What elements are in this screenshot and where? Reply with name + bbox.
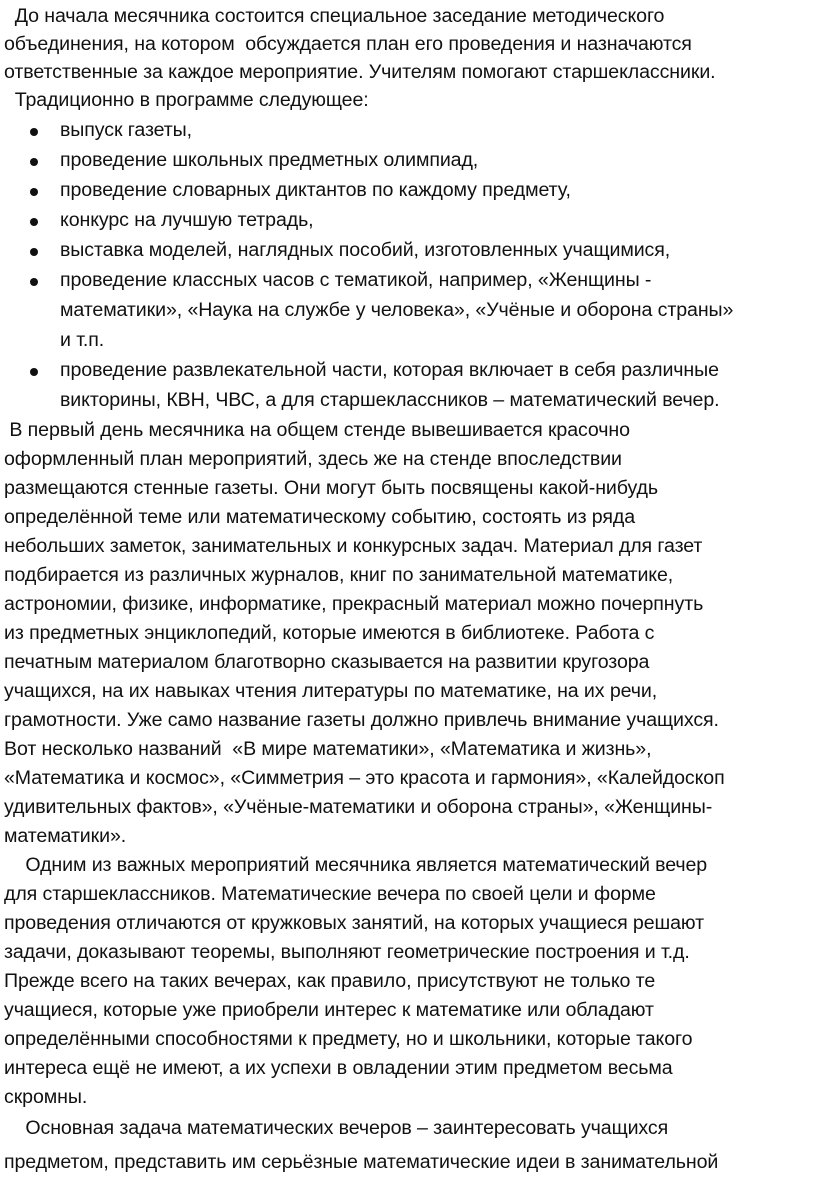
bullet-icon (30, 218, 38, 226)
paragraph-2-line: Вот несколько названий «В мире математики», «Математика и жизнь», (4, 738, 652, 760)
paragraph-3-line: интереса ещё не имеют, а их успехи в овладении этим предметом весьма (4, 1057, 673, 1079)
list-item: выставка моделей, наглядных пособий, изготовленных учащимися, (60, 239, 671, 261)
paragraph-1-line-2: объединения, на котором обсуждается план его проведения и назначаются (4, 33, 692, 55)
paragraph-4-line: предметом, представить им серьёзные математические идеи в занимательной (4, 1151, 719, 1173)
paragraph-3-line: Одним из важных мероприятий месячника является математический вечер (4, 854, 708, 876)
bullet-icon (30, 188, 38, 196)
bullet-icon (30, 248, 38, 256)
paragraph-2-line: размещаются стенные газеты. Они могут быть посвящены какой-нибудь (4, 477, 658, 499)
list-item: конкурс на лучшую тетрадь, (60, 209, 314, 231)
list-item: проведение словарных диктантов по каждому предмету, (60, 179, 571, 201)
list-intro: Традиционно в программе следующее: (4, 89, 369, 111)
paragraph-2-line: учащихся, на их навыках чтения литературы по математике, на их речи, (4, 680, 658, 702)
bullet-icon (30, 128, 38, 136)
paragraph-1-line-3: ответственные за каждое мероприятие. Учителям помогают старшеклассники. (4, 61, 716, 83)
list-item: проведение школьных предметных олимпиад, (60, 149, 479, 171)
paragraph-3-line: учащиеся, которые уже приобрели интерес к математике или обладают (4, 999, 654, 1021)
paragraph-2-line: из предметных энциклопедий, которые имеются в библиотеке. Работа с (4, 622, 655, 644)
paragraph-3-line: для старшеклассников. Математические вечера по своей цели и форме (4, 883, 656, 905)
list-item: проведение классных часов с тематикой, например, «Женщины - (60, 269, 652, 291)
paragraph-2-line: печатным материалом благотворно сказывается на развитии кругозора (4, 651, 650, 673)
paragraph-3-line: проведения отличаются от кружковых занятий, на которых учащиеся решают (4, 912, 704, 934)
paragraph-2-line: небольших заметок, занимательных и конкурсных задач. Материал для газет (4, 535, 703, 557)
bullet-icon (30, 158, 38, 166)
paragraph-2-line: В первый день месячника на общем стенде вывешивается красочно (4, 419, 630, 441)
paragraph-3-line: задачи, доказывают теоремы, выполняют геометрические построения и т.д. (4, 941, 690, 963)
list-item-continuation: и т.п. (60, 329, 105, 351)
paragraph-2-line: астрономии, физике, информатике, прекрасный материал можно почерпнуть (4, 593, 704, 615)
paragraph-2-line: подбирается из различных журналов, книг по занимательной математике, (4, 564, 674, 586)
list-item: выпуск газеты, (60, 119, 192, 141)
paragraph-3-line: скромны. (4, 1086, 88, 1108)
paragraph-2-line: «Математика и космос», «Симметрия – это красота и гармония», «Калейдоскоп (4, 767, 725, 789)
paragraph-2-line: удивительных фактов», «Учёные-математики и оборона страны», «Женщины- (4, 796, 713, 818)
paragraph-4-line: Основная задача математических вечеров – заинтересовать учащихся (4, 1117, 669, 1139)
list-item-continuation: математики», «Наука на службе у человека», «Учёные и оборона страны» (60, 299, 734, 321)
paragraph-3-line: Прежде всего на таких вечерах, как правило, присутствуют не только те (4, 970, 656, 992)
paragraph-2-line: определённой теме или математическому событию, состоять из ряда (4, 506, 636, 528)
list-item: проведение развлекательной части, которая включает в себя различные (60, 359, 719, 381)
paragraph-3-line: определёнными способностями к предмету, но и школьники, которые такого (4, 1028, 693, 1050)
bullet-icon (30, 278, 38, 286)
bullet-icon (30, 368, 38, 376)
paragraph-2-line: математики». (4, 825, 127, 847)
list-item-continuation: викторины, КВН, ЧВС, а для старшеклассников – математический вечер. (60, 389, 720, 411)
paragraph-2-line: оформленный план мероприятий, здесь же на стенде впоследствии (4, 448, 622, 470)
paragraph-2-line: грамотности. Уже само название газеты должно привлечь внимание учащихся. (4, 709, 719, 731)
paragraph-1-line-1: До начала месячника состоится специальное заседание методического (4, 5, 665, 27)
